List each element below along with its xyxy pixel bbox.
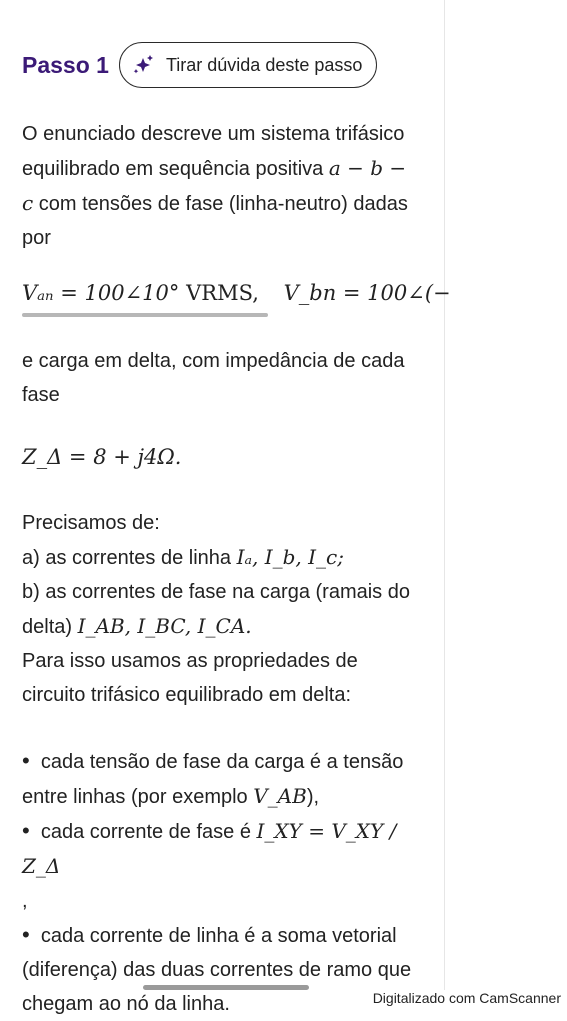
equation-voltages[interactable] <box>22 281 451 313</box>
bullet-list <box>22 744 422 1021</box>
step-title: Passo 1 <box>22 51 109 78</box>
list-item <box>22 918 422 1021</box>
bullet-1-math: V_AB <box>253 784 307 808</box>
paragraph-load <box>22 344 422 412</box>
equation-van-unit: VRMS, <box>186 281 259 305</box>
load-text: e carga em delta, com impedância de cada fase <box>22 350 405 406</box>
list-item <box>22 814 422 884</box>
needs-line-3-math: I_AB, I_BC, I_CA. <box>77 614 252 638</box>
sparkle-icon <box>132 53 156 77</box>
bullet-2-text: cada corrente de fase é <box>40 821 257 843</box>
needs-line-2-text: a) as correntes de linha <box>22 547 237 569</box>
paragraph-intro <box>22 117 422 255</box>
step-header <box>22 42 377 88</box>
equation-scrollbar[interactable] <box>22 313 268 317</box>
sequence-math: a − b − c <box>22 156 407 215</box>
ask-question-label: Tirar dúvida deste passo <box>165 54 363 75</box>
home-indicator[interactable] <box>143 985 309 990</box>
ask-question-button[interactable] <box>119 42 377 88</box>
bullet-dot: • <box>22 922 30 947</box>
equation-impedance-text: Z_Δ = 8 + j4Ω. <box>22 445 182 469</box>
watermark: Digitalizado com CamScanner <box>372 990 561 1006</box>
equation-impedance <box>22 445 181 469</box>
needs-line-4: Para isso usamos as propriedades de circuito trifásico equilibrado em delta: <box>22 650 358 706</box>
needs-line-2-math: Iₐ, I_b, I_c; <box>236 545 344 569</box>
intro-text-b: com tensões de fase (linha-neutro) dadas por <box>22 193 408 249</box>
list-item <box>22 744 422 814</box>
intro-text-a: O enunciado descreve um sistema trifásico equilibrado em sequência positiva <box>22 123 405 180</box>
bullet-3-text: cada corrente de linha é a soma vetorial (diferença) das duas correntes de ramo que chegam ao nó da linha. <box>22 925 412 1015</box>
bullet-1-text: cada tensão de fase da carga é a tensão entre linhas (por exemplo <box>22 751 404 808</box>
bullet-2-math: I_XY = V_XY / Z_Δ <box>22 819 397 878</box>
panel-edge <box>444 0 445 990</box>
bullet-dot: • <box>22 748 30 773</box>
paragraph-needs <box>22 506 422 712</box>
stray-comma: , <box>22 890 28 912</box>
equation-vbn: V_bn = 100∠(− <box>283 281 451 305</box>
equation-van: Vₐₙ = 100∠10° <box>22 281 180 305</box>
needs-line-1: Precisamos de: <box>22 512 160 534</box>
bullet-1-after: ), <box>306 786 320 808</box>
needs-line-3-text: b) as correntes de fase na carga (ramais do delta) <box>22 581 410 638</box>
bullet-dot: • <box>22 818 30 843</box>
